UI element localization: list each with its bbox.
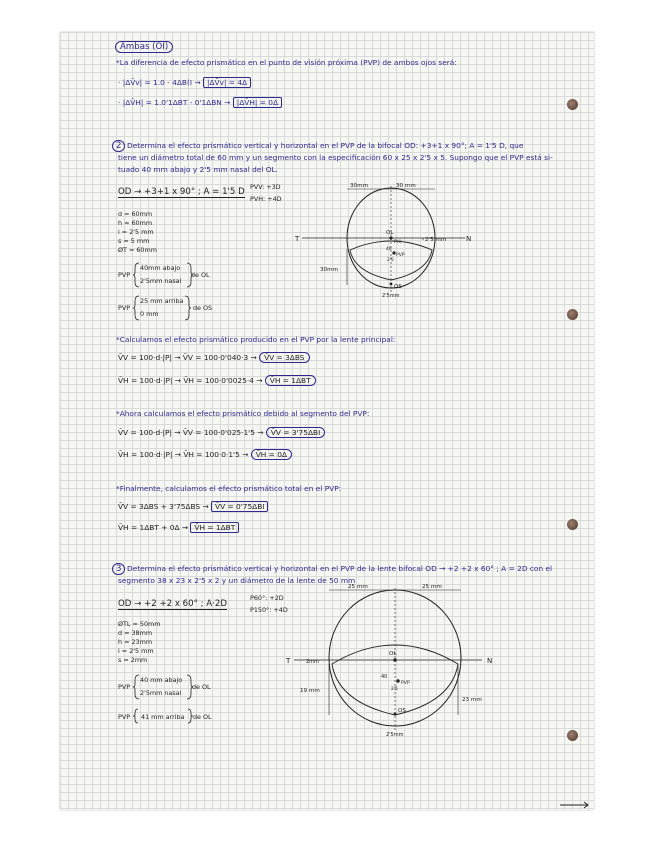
section1-v-calc: · |ΔV̄v| = 1.0 - 4ΔB(I →: [118, 78, 201, 87]
main-h-calc: V̄H = 100·d·|P| → V̄H = 100·0'0025·4 →: [118, 376, 263, 385]
os-label: OS: [394, 284, 402, 290]
section2-pvp-ol-line1: 40mm abajo: [140, 264, 181, 272]
dim-40: 40: [381, 674, 388, 680]
section2-param: s = 5 mm: [118, 237, 150, 245]
section3-lens-diagram: [282, 580, 507, 740]
section2-param: d = 60mm: [118, 210, 153, 218]
dim-2-5: 2'5: [387, 258, 394, 263]
section2-lens-diagram: [290, 180, 490, 305]
section3-pvp-os-label: PVP: [118, 713, 131, 721]
temporal-label: T: [286, 657, 291, 665]
temporal-label: T: [295, 235, 300, 243]
section2-pvp-os-line2: 0 mm: [140, 310, 159, 318]
dim-left: 19 mm: [300, 688, 320, 694]
dim-2-5: 2'5: [391, 687, 398, 692]
dim-right: 2'5 mm: [425, 237, 447, 243]
section3-pvp-ol-line2: 2'5mm nasal: [140, 689, 182, 697]
section3-param: ØTL = 50mm: [118, 620, 161, 628]
final-h-result: V̄H = 1ΔBT: [190, 522, 239, 533]
main-lens-intro: *Calculamos el efecto prismático producido en el PVP por la lente principal:: [116, 335, 396, 344]
ol-label: OL: [389, 651, 397, 657]
brace-icon: [133, 674, 193, 700]
main-v-line: [118, 353, 310, 362]
nasal-label: N: [466, 235, 472, 243]
segment-h-result: V̄H = 0Δ: [251, 449, 292, 460]
p-label: P(I): [394, 240, 402, 245]
section2-statement-line2: tiene un diámetro total de 60 mm y un segmento con la especificación 60 x 25 x 2'5 x 5. Supongo que el PVP está si-: [118, 153, 553, 162]
final-h-line: [118, 523, 239, 532]
segment-v-line: [118, 428, 325, 437]
main-h-result: V̄H = 1ΔBT: [265, 375, 316, 386]
nasal-label: N: [487, 657, 493, 665]
section2-pvp-ol-line2: 2'5mm nasal: [140, 277, 182, 285]
section1-h-calc: · |ΔV̄H| = 1.0'1ΔBT - 0'1ΔBN →: [118, 98, 231, 107]
arrow-right-icon: [560, 800, 590, 810]
dim-top-left: 25 mm: [348, 584, 368, 590]
section3-param: h = 23mm: [118, 638, 153, 646]
binder-hole: [567, 730, 578, 741]
final-h-calc: V̄H = 1ΔBT + 0Δ →: [118, 523, 189, 532]
section2-statement-line3: tuado 40 mm abajo y 2'5 mm nasal del OL.: [118, 165, 279, 174]
dim-top-right: 30 mm: [396, 183, 416, 189]
final-intro: *Finalmente, calculamos el efecto prismático total en el PVP:: [116, 484, 342, 493]
section2-prescription: OD → +3+1 x 90° ; A = 1'5 D: [118, 187, 245, 197]
section1-h-result: |ΔV̄H| = 0Δ: [233, 97, 282, 108]
ol-label: OL: [386, 230, 394, 236]
final-v-result: V̄V = 0'75ΔBI: [211, 501, 268, 512]
section2-param: i = 2'5 mm: [118, 228, 154, 236]
section2-pvp-vertical: PVV: +3D: [250, 183, 281, 191]
section1-line-h: [118, 98, 282, 107]
section2-pvp-horizontal: PVH: +4D: [250, 195, 282, 203]
segment-v-calc: V̄V = 100·d·|P| → V̄V = 100·0'025·1'5 →: [118, 428, 264, 437]
section1-v-result: |ΔV̄v| = 4Δ: [203, 77, 251, 88]
segment-h-calc: V̄H = 100·d·|P| → V̄H = 100·0·1'5 →: [118, 450, 249, 459]
section3-prescription: OD → +2 +2 x 60° ; A·2D: [118, 599, 227, 609]
section3-pvp-vertical: P60°: +2D: [250, 594, 284, 602]
section3-pvp-horizontal: P150°: +4D: [250, 606, 288, 614]
dim-bottom: 2'5mm: [382, 293, 400, 299]
dim-right: 23 mm: [462, 697, 482, 703]
dim-40: 40: [386, 247, 392, 252]
section3-param: s = 2mm: [118, 656, 148, 664]
section3-pvp-os-line1: 41 mm arriba: [141, 713, 185, 721]
section2-param: h = 60mm: [118, 219, 153, 227]
section3-pvp-os-ref: de OL: [193, 713, 212, 721]
header-title: Ambas (OI): [115, 41, 173, 53]
section2-pvp-os-label: PVP: [118, 304, 131, 312]
section2-pvp-os-line1: 25 mm arriba: [140, 297, 184, 305]
section3-param: i = 2'5 mm: [118, 647, 154, 655]
pvp-label: PVP: [401, 681, 410, 686]
binder-hole: [567, 519, 578, 530]
dim-bottom: 2'5mm: [386, 732, 404, 738]
segment-v-result: V̄V = 3'75ΔBI: [266, 427, 325, 438]
section2-param: ØT = 60mm: [118, 246, 157, 254]
section3-param: d = 38mm: [118, 629, 153, 637]
dim-top-left: 30mm: [350, 183, 369, 189]
final-v-line: [118, 502, 268, 511]
dim-left-small: 2mm: [306, 659, 319, 665]
dim-top-right: 25 mm: [422, 584, 442, 590]
section1-line-v: [118, 78, 251, 87]
pvp-label: PVP: [396, 253, 405, 258]
section2-pvp-ol-ref: de OL: [191, 271, 210, 279]
section3-pvp-ol-ref: de OL: [192, 683, 211, 691]
section2-pvp-os-ref: de OS: [193, 304, 213, 312]
brace-icon: [133, 708, 193, 724]
section3-statement-line1: Determina el efecto prismático vertical y horizontal en el PVP de la lente bifocal OD → +2 +2 x 60° ; A = 2D con el: [127, 564, 553, 573]
section3-pvp-ol-line1: 40 mm abajo: [140, 676, 183, 684]
brace-icon: [133, 295, 191, 321]
segment-intro: *Ahora calculamos el efecto prismático debido al segmento del PVP:: [116, 409, 370, 418]
section3-pvp-ol-label: PVP: [118, 683, 131, 691]
section1-intro: *La diferencia de efecto prismático en el punto de visión próxima (PVP) de ambos ojos será:: [116, 58, 457, 67]
final-v-calc: V̄V = 3ΔBS + 3'75ΔBS →: [118, 502, 209, 511]
main-v-result: V̄V = 3ΔBS: [259, 352, 309, 363]
segment-h-line: [118, 450, 292, 459]
section2-statement-line1: Determina el efecto prismático vertical y horizontal en el PVP de la bifocal OD: +3+1 x 90°; A = 1'5 D, que: [127, 141, 524, 150]
os-label: OS: [398, 708, 406, 714]
main-v-calc: V̄V = 100·d·|P| → V̄V = 100·0'040·3 →: [118, 353, 257, 362]
section2-pvp-ol-label: PVP: [118, 271, 131, 279]
binder-hole: [567, 309, 578, 320]
dim-left: 30mm: [320, 267, 339, 273]
brace-icon: [133, 262, 193, 288]
section2-number: 2: [112, 140, 125, 152]
binder-hole: [567, 99, 578, 110]
section3-statement-line2: segmento 38 x 23 x 2'5 x 2 y un diámetro de la lente de 50 mm: [118, 576, 356, 585]
section3-number: 3: [112, 563, 125, 575]
main-h-line: [118, 376, 316, 385]
